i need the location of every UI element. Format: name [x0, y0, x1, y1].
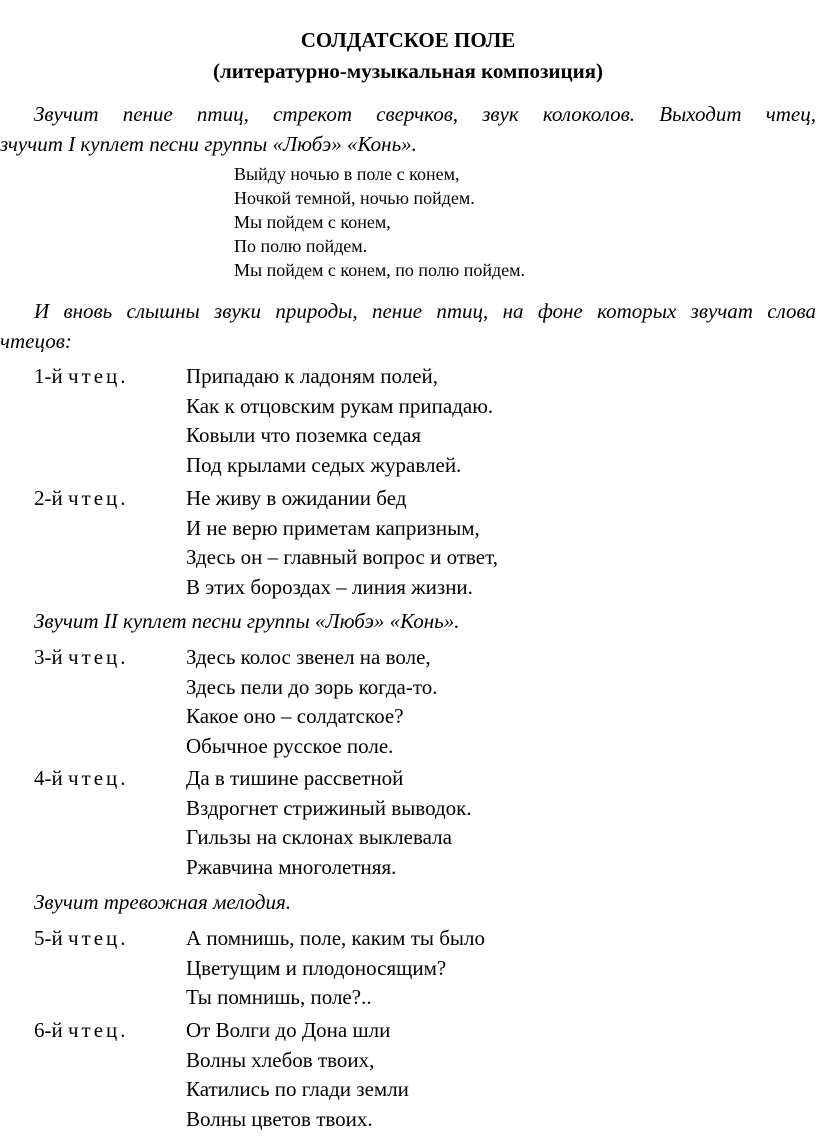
reader-label: 5-й чтец. — [34, 926, 129, 950]
song-line: Мы пойдем с конем, — [234, 212, 391, 232]
stage-direction-2 — [0, 296, 816, 356]
stage-direction-4: Звучит тревожная мелодия. — [34, 890, 292, 914]
verse-line: В этих бороздах – линия жизни. — [186, 574, 473, 599]
verse-line: Вздрогнет стрижиный выводок. — [186, 795, 472, 820]
verse-line: Не живу в ожидании бед — [186, 486, 407, 510]
reader-verse — [186, 362, 493, 480]
reader-verse — [186, 764, 472, 882]
document-title: СОЛДАТСКОЕ ПОЛЕ — [300, 28, 516, 52]
verse-line: А помнишь, поле, каким ты было — [186, 926, 486, 950]
song-line: Ночкой темной, ночью пойдем. — [234, 188, 475, 208]
verse-line: Да в тишине рассветной — [186, 766, 404, 790]
verse-line: Как к отцовским рукам припадаю. — [186, 393, 494, 418]
stage-direction-2-line-2: чтецов: — [0, 329, 72, 353]
verse-line: Волны цветов твоих. — [186, 1106, 373, 1131]
verse-line: Припадаю к ладоням полей, — [186, 364, 439, 388]
verse-line: Гильзы на склонах выклевала — [186, 825, 452, 849]
reader-label: 3-й чтец. — [34, 645, 129, 669]
verse-line: Здесь пели до зорь когда-то. — [186, 674, 438, 699]
stage-direction-1 — [0, 99, 816, 159]
reader-verse — [186, 924, 485, 1013]
song-line: Выйду ночью в поле с конем, — [234, 164, 460, 184]
reader-verse — [186, 643, 438, 761]
verse-line: Обычное русское поле. — [186, 733, 394, 758]
reader-label: 6-й чтец. — [34, 1018, 129, 1042]
verse-line: Ты помнишь, поле?.. — [186, 985, 372, 1009]
song-line: Мы пойдем с конем, по полю пойдем. — [234, 260, 525, 280]
song-verse — [234, 162, 525, 282]
reader-verse — [186, 484, 498, 602]
verse-line: Волны хлебов твоих, — [186, 1047, 375, 1072]
verse-line: Ковыли что поземка седая — [186, 423, 422, 447]
song-line: По полю пойдем. — [234, 236, 368, 256]
verse-line: Здесь колос звенел на воле, — [186, 645, 431, 669]
verse-line: И не верю приметам капризным, — [186, 515, 480, 540]
verse-line: Ржавчина многолетняя. — [186, 854, 397, 879]
stage-direction-3: Звучит II куплет песни группы «Любэ» «Конь». — [34, 609, 460, 633]
stage-direction-1-line-1: Звучит пение птиц, стрекот сверчков, звук колоколов. Выходит чтец, — [34, 102, 816, 126]
verse-line: От Волги до Дона шли — [186, 1018, 391, 1042]
verse-line: Под крылами седых журавлей. — [186, 452, 462, 477]
reader-label: 1-й чтец. — [34, 364, 129, 388]
verse-line: Какое оно – солдатское? — [186, 704, 404, 728]
document-subtitle: (литературно-музыкальная композиция) — [212, 59, 604, 83]
stage-direction-2-line-1: И вновь слышны звуки природы, пение птиц, на фоне которых звучат слова — [34, 299, 816, 323]
reader-label: 4-й чтец. — [34, 766, 129, 790]
verse-line: Катились по глади земли — [186, 1077, 409, 1101]
reader-verse — [186, 1016, 409, 1134]
verse-line: Здесь он – главный вопрос и ответ, — [186, 545, 498, 569]
stage-direction-1-line-2: зчучит I куплет песни группы «Любэ» «Конь». — [0, 132, 417, 156]
reader-label: 2-й чтец. — [34, 486, 129, 510]
verse-line: Цветущим и плодоносящим? — [186, 955, 447, 980]
